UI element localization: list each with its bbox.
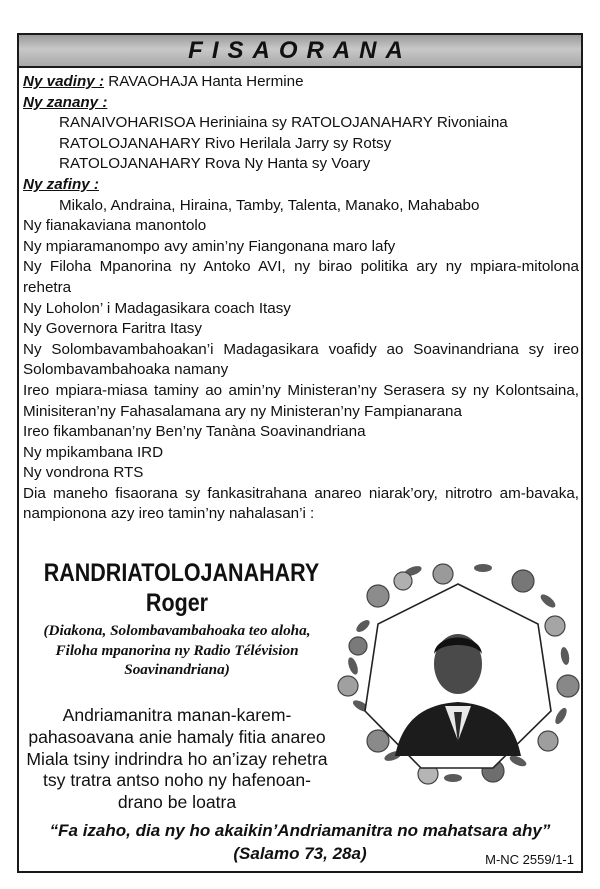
poem-line: tsy tratra antso noho ny hafenoan-	[43, 770, 311, 791]
poem-line: Miala tsiny indrindra ho an’izay rehetra	[26, 748, 328, 769]
poem-line: pahasoavana anie hamaly fitia anareo	[28, 726, 326, 747]
bible-verse: “Fa izaho, dia ny ho akaikin’Andriamanitra no mahatsara ahy”	[49, 821, 551, 840]
deceased-surname: RANDRIATOLOJANAHARY	[43, 559, 320, 587]
notice-body	[23, 72, 579, 525]
thanks-line: Ireo fikambanan’ny Ben’ny Tanàna Soavinandriana	[23, 423, 366, 441]
widow-name: RAVAOHAJA Hanta Hermine	[108, 73, 304, 90]
thanks-closing: Dia maneho fisaorana sy fankasitrahana anareo niarak’ory, nitrotro am-bavaka, nampionona azy ireo tamin’ny nahalasan’i :	[23, 484, 579, 523]
child-line: RATOLOJANAHARY Rova Ny Hanta sy Voary	[59, 155, 371, 173]
widow-line	[23, 72, 579, 93]
ad-code: M-NC 2559/1-1	[485, 852, 574, 867]
grandchildren-names: Mikalo, Andraina, Hiraina, Tamby, Talenta, Manako, Mahababo	[59, 196, 480, 214]
thanks-line: Ny mpikambana IRD	[23, 443, 164, 461]
child-line: RATOLOJANAHARY Rivo Herilala Jarry sy Rotsy	[59, 134, 392, 152]
thanks-line: Ireo mpiara-miasa taminy ao amin’ny Ministeran’ny Serasera sy ny Kolontsaina, Minisiteran’ny Fahasalamana ary ny Ministeran’ny Fampianarana	[23, 381, 579, 420]
widow-label: Ny vadiny :	[23, 73, 105, 90]
role-line: (Diakona, Solombavambahoaka teo aloha,	[43, 622, 311, 639]
thanks-line: Ny Governora Faritra Itasy	[23, 320, 202, 338]
thanks-line: Ny fianakaviana manontolo	[23, 217, 207, 235]
verse-reference: (Salamo 73, 28a)	[233, 844, 367, 863]
role-line: Filoha mpanorina ny Radio Télévision	[55, 641, 299, 659]
closing-poem	[22, 705, 332, 814]
children-label: Ny zanany :	[23, 93, 108, 111]
thanks-line: Ny mpiaramanompo avy amin’ny Fiangonana maro lafy	[23, 237, 396, 255]
role-line: Soavinandriana)	[124, 661, 230, 678]
thanks-line: Ny vondrona RTS	[23, 464, 144, 482]
notice-title: FISAORANA	[188, 36, 412, 64]
thanks-line: Ny Filoha Mpanorina ny Antoko AVI, ny birao politika ary ny mpiara-mitolona rehetra	[23, 258, 579, 296]
child-line: RANAIVOHARISOA Heriniaina sy RATOLOJANAHARY Rivoniaina	[59, 114, 508, 132]
deceased-first-name: Roger	[145, 589, 209, 617]
deceased-role	[22, 621, 332, 680]
deceased-name	[43, 558, 320, 618]
thanks-line: Ny Loholon’ i Madagasikara coach Itasy	[23, 299, 291, 317]
floral-wreath-portrait	[333, 556, 583, 788]
children-heading	[23, 93, 579, 114]
thanks-line: Ny Solombavambahoakan’i Madagasikara voafidy ao Soavinandriana sy ireo Solombavambahoaka namany	[23, 340, 579, 379]
title-banner	[17, 33, 583, 68]
grandchildren-label: Ny zafiny :	[23, 175, 99, 193]
poem-line: Andriamanitra manan-karem-	[62, 705, 292, 725]
grandchildren-heading	[23, 175, 579, 196]
poem-line: drano be loatra	[117, 792, 237, 813]
